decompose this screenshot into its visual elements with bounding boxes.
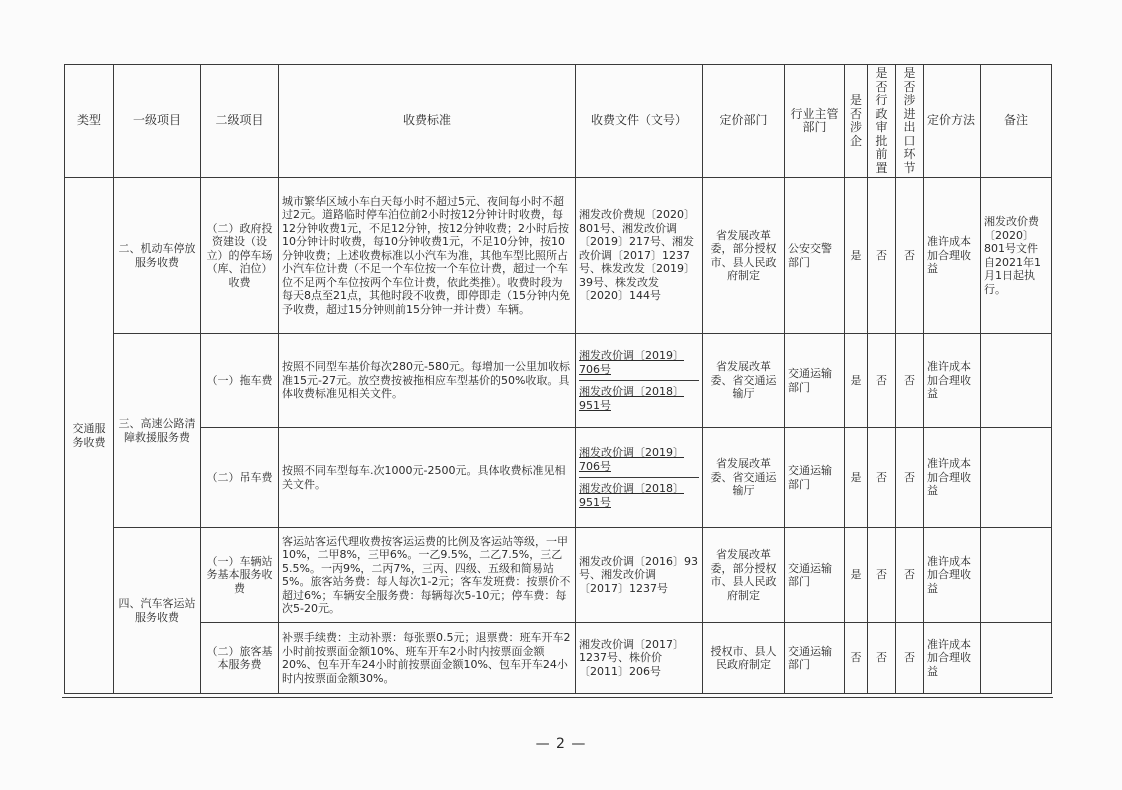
- level2-cell: （二）吊车费: [201, 428, 279, 528]
- header-dept: 定价部门: [703, 65, 785, 178]
- table-row: [65, 178, 1052, 334]
- header-standard: 收费标准: [279, 65, 576, 178]
- approval-cell: 否: [868, 428, 896, 528]
- authority-cell: 交通运输部门: [785, 623, 845, 694]
- standard-cell: 补票手续费：主动补票：每张票0.5元；退票费：班车开车2小时前按票面金额10%、班车开车2小时内按票面金额20%、包车开车24小时前按票面金额10%、包车开车24小时内按票面金额30%。: [279, 623, 576, 694]
- approval-cell: 否: [868, 528, 896, 623]
- enterprise-cell: 否: [845, 623, 868, 694]
- level2-cell: （二）旅客基本服务费: [201, 623, 279, 694]
- enterprise-cell: 是: [845, 428, 868, 528]
- doc-cell: 湘发改价调〔2017〕1237号、株价价〔2011〕206号: [576, 623, 703, 694]
- page-number: — 2 —: [535, 736, 587, 752]
- standard-cell: 按照不同车型每车.次1000元-2500元。具体收费标准见相关文件。: [279, 428, 576, 528]
- level1-cell: 三、高速公路清障救援服务费: [114, 334, 201, 528]
- approval-cell: 否: [868, 334, 896, 428]
- header-port: 是否涉进出口环节: [896, 65, 924, 178]
- header-authority: 行业主管部门: [785, 65, 845, 178]
- header-row: [65, 65, 1052, 178]
- note-cell: [981, 528, 1052, 623]
- header-doc: 收费文件（文号）: [576, 65, 703, 178]
- standard-cell: 城市繁华区域小车白天每小时不超过5元、夜间每小时不超过2元。道路临时停车泊位前2小时按12分钟计时收费，每12分钟收费1元，不足12分钟，按12分钟收费；2小时后按10分钟计时收费，每10分钟收费1元，不足10分钟，按10分钟收费；上述收费标准以小汽车为准，其他车型比照所占小汽车位计费（不足一个车位按一个车位计费，超过一个车位不足两个车位按两个车位计费，依此类推）。收费时段为每天8点至21点，其他时段不收费，即停即走（15分钟内免予收费，超过15分钟则前15分钟一并计费）车辆。: [279, 178, 576, 334]
- level2-cell: （一）拖车费: [201, 334, 279, 428]
- enterprise-cell: 是: [845, 528, 868, 623]
- dept-cell: 省发展改革委，部分授权市、县人民政府制定: [703, 178, 785, 334]
- port-cell: 否: [896, 334, 924, 428]
- method-cell: 准许成本加合理收益: [924, 528, 981, 623]
- port-cell: 否: [896, 428, 924, 528]
- port-cell: 否: [896, 623, 924, 694]
- table-row: [65, 528, 1052, 623]
- enterprise-cell: 是: [845, 178, 868, 334]
- table-row: [65, 623, 1052, 694]
- doc-cell: 湘发改价费规〔2020〕801号、湘发改价调〔2019〕217号、湘发改价调〔2017〕1237号、株发改发〔2019〕39号、株发改发〔2020〕144号: [576, 178, 703, 334]
- fee-table: [64, 64, 1052, 694]
- level1-cell: 二、机动车停放服务收费: [114, 178, 201, 334]
- method-cell: 准许成本加合理收益: [924, 178, 981, 334]
- dept-cell: 省发展改革委，部分授权市、县人民政府制定: [703, 528, 785, 623]
- authority-cell: 交通运输部门: [785, 428, 845, 528]
- note-cell: [981, 334, 1052, 428]
- bottom-rule: [62, 697, 1053, 698]
- doc-cell: 湘发改价调〔2016〕93号、湘发改价调〔2017〕1237号: [576, 528, 703, 623]
- table-row: [65, 428, 1052, 528]
- port-cell: 否: [896, 178, 924, 334]
- level2-cell: （一）车辆站务基本服务收费: [201, 528, 279, 623]
- header-approval: 是否行政审批前置: [868, 65, 896, 178]
- dept-cell: 省发展改革委、省交通运输厅: [703, 334, 785, 428]
- note-cell: [981, 428, 1052, 528]
- standard-cell: 客运站客运代理收费按客运运费的比例及客运站等级，一甲10%，二甲8%，三甲6%。一乙9.5%，二乙7.5%，三乙5.5%。一丙9%，二丙7%，三丙、四级、五级和简易站5%。旅客站务费：每人每次1-2元；客车发班费：按票价不超过6%；车辆安全服务费：每辆每次5-10元；停车费：每次5-20元。: [279, 528, 576, 623]
- standard-cell: 按照不同型车基价每次280元-580元。每增加一公里加收标准15元-27元。放空费按被拖相应车型基价的50%收取。具体收费标准见相关文件。: [279, 334, 576, 428]
- approval-cell: 否: [868, 178, 896, 334]
- doc-cell: [576, 334, 703, 428]
- authority-cell: 公安交警部门: [785, 178, 845, 334]
- category-cell: 交通服务收费: [65, 178, 114, 694]
- authority-cell: 交通运输部门: [785, 528, 845, 623]
- authority-cell: 交通运输部门: [785, 334, 845, 428]
- method-cell: 准许成本加合理收益: [924, 623, 981, 694]
- method-cell: 准许成本加合理收益: [924, 334, 981, 428]
- table-row: [65, 334, 1052, 428]
- dept-cell: 省发展改革委、省交通运输厅: [703, 428, 785, 528]
- doc-link[interactable]: 湘发改价调〔2019〕706号: [579, 446, 699, 478]
- header-note: 备注: [981, 65, 1052, 178]
- approval-cell: 否: [868, 623, 896, 694]
- doc-link[interactable]: 湘发改价调〔2018〕951号: [579, 385, 684, 412]
- enterprise-cell: 是: [845, 334, 868, 428]
- port-cell: 否: [896, 528, 924, 623]
- note-cell: 湘发改价费〔2020〕801号文件自2021年1月1日起执行。: [981, 178, 1052, 334]
- header-level2: 二级项目: [201, 65, 279, 178]
- level2-cell: （二）政府投资建设（设立）的停车场（库、泊位）收费: [201, 178, 279, 334]
- note-cell: [981, 623, 1052, 694]
- doc-link[interactable]: 湘发改价调〔2019〕706号: [579, 349, 699, 381]
- header-type: 类型: [65, 65, 114, 178]
- doc-link[interactable]: 湘发改价调〔2018〕951号: [579, 482, 684, 509]
- method-cell: 准许成本加合理收益: [924, 428, 981, 528]
- header-level1: 一级项目: [114, 65, 201, 178]
- header-enterprise: 是否涉企: [845, 65, 868, 178]
- dept-cell: 授权市、县人民政府制定: [703, 623, 785, 694]
- doc-cell: [576, 428, 703, 528]
- level1-cell: 四、汽车客运站服务收费: [114, 528, 201, 694]
- header-method: 定价方法: [924, 65, 981, 178]
